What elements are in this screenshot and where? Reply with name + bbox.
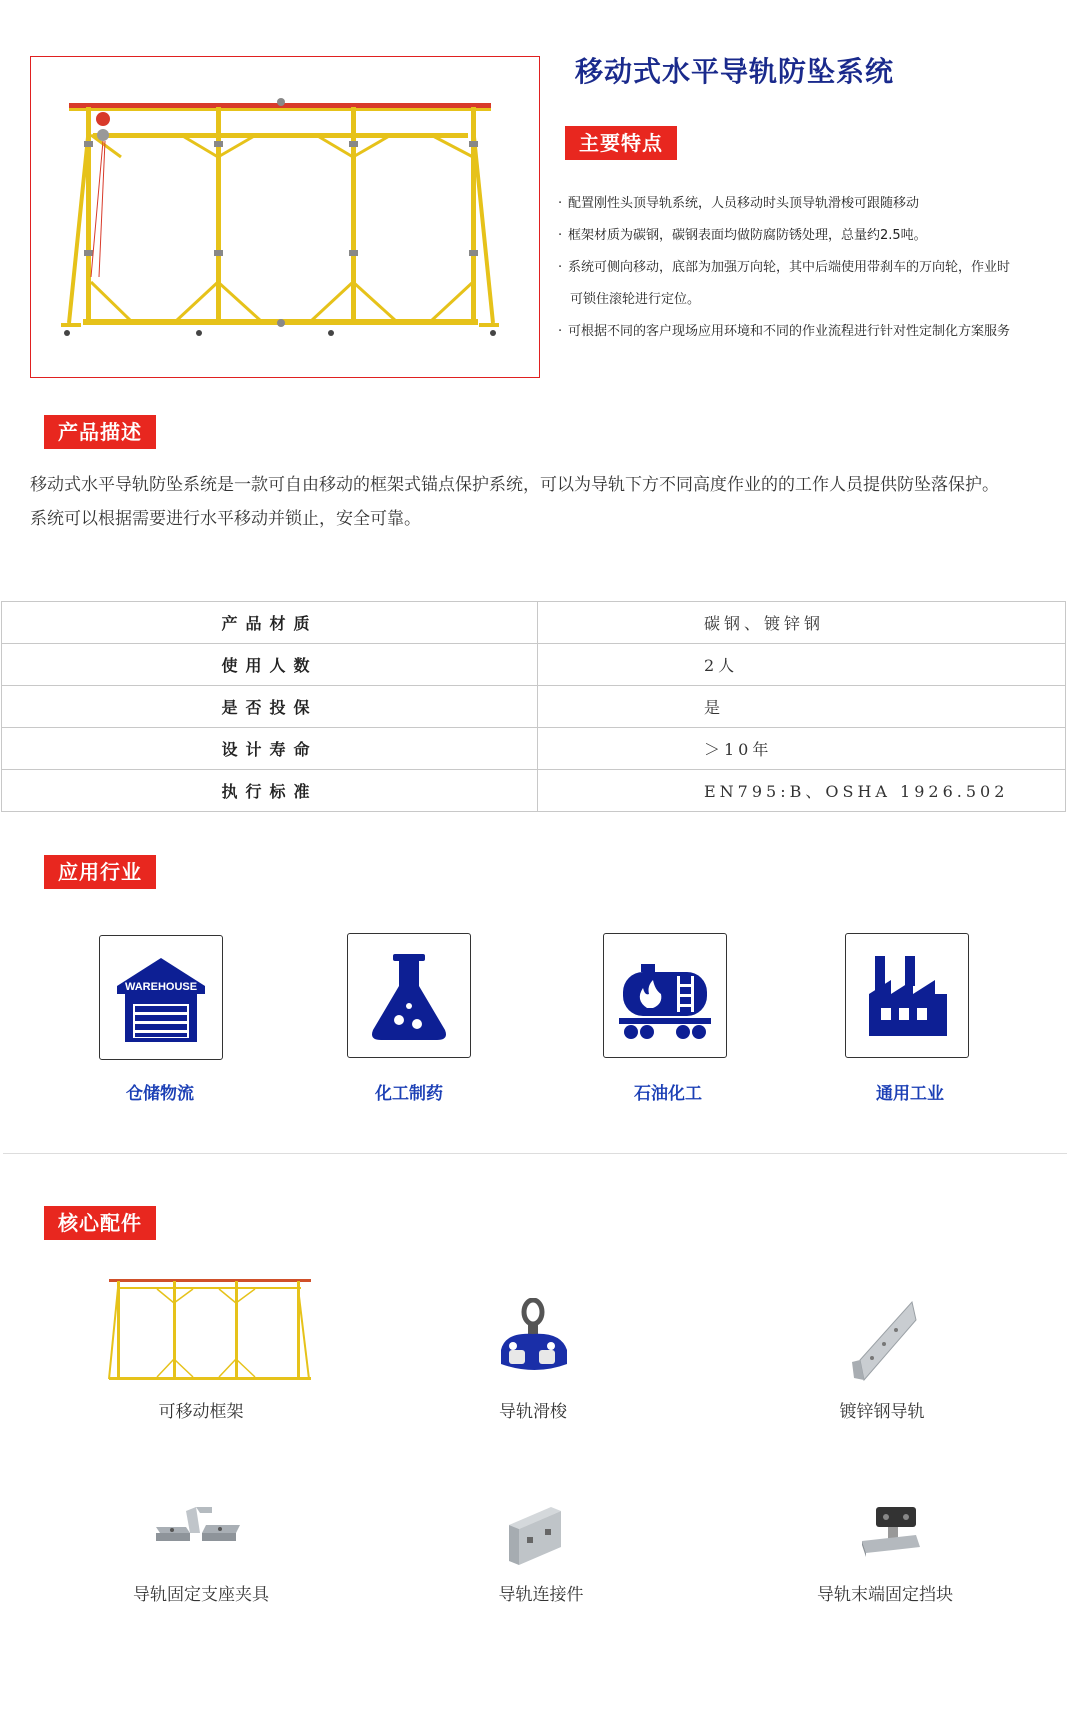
rail-bracket-clamp-icon: [150, 1503, 245, 1553]
description-line: 系统可以根据需要进行水平移动并锁止，安全可靠。: [30, 509, 421, 529]
table-row: [2, 728, 1066, 770]
feature-item-continued: 可锁住滚轮进行定位。: [570, 292, 701, 307]
part-label: 导轨固定支座夹具: [133, 1585, 269, 1605]
part-label: 镀锌钢导轨: [839, 1402, 925, 1422]
rail-connector-icon: [505, 1503, 565, 1568]
tank-car-icon: [615, 946, 715, 1046]
table-row: [2, 644, 1066, 686]
industry-label: 化工制药: [375, 1084, 443, 1104]
spec-key: 使用人数: [2, 644, 538, 686]
warehouse-icon-text: WAREHOUSE: [124, 980, 198, 993]
warehouse-icon: [111, 948, 211, 1048]
factory-icon: [857, 946, 957, 1046]
mobile-frame-illustration: [31, 57, 539, 377]
feature-item: · 系统可侧向移动，底部为加强万向轮，其中后端使用带刹车的万向轮，作业时: [558, 260, 1011, 275]
spec-key: 设计寿命: [2, 728, 538, 770]
table-row: [2, 686, 1066, 728]
description-line: 移动式水平导轨防坠系统是一款可自由移动的框架式锚点保护系统，可以为导轨下方不同高度作业的的工作人员提供防坠落保护。: [30, 475, 999, 495]
table-row: [2, 602, 1066, 644]
industries-heading: 应用行业: [44, 855, 156, 889]
industry-card-warehouse: [99, 935, 223, 1060]
rail-trolley-icon: [495, 1298, 575, 1383]
hero-image-frame: [30, 56, 540, 378]
spec-key: 产品材质: [2, 602, 538, 644]
steel-rail-icon: [850, 1300, 920, 1385]
spec-value: EN795:B、OSHA 1926.502: [538, 770, 1066, 812]
table-row: [2, 770, 1066, 812]
spec-value: ＞10年: [538, 728, 1066, 770]
features-heading: 主要特点: [565, 126, 677, 160]
description-text: [30, 468, 1060, 536]
spec-value: 是: [538, 686, 1066, 728]
part-label: 导轨末端固定挡块: [817, 1585, 953, 1605]
part-label: 导轨滑梭: [499, 1402, 567, 1422]
spec-table: [1, 601, 1066, 812]
spec-key: 执行标准: [2, 770, 538, 812]
feature-item: · 配置刚性头顶导轨系统，人员移动时头顶导轨滑梭可跟随移动: [558, 196, 920, 211]
industry-label: 仓储物流: [126, 1084, 194, 1104]
feature-item: · 可根据不同的客户现场应用环境和不同的作业流程进行针对性定制化方案服务: [558, 324, 1011, 339]
features-list: [558, 188, 1063, 348]
rail-end-stop-icon: [860, 1505, 925, 1560]
spec-value: 2人: [538, 644, 1066, 686]
part-label: 可移动框架: [158, 1402, 244, 1422]
industry-card-petrochemical: [603, 933, 727, 1058]
feature-item: · 框架材质为碳钢，碳钢表面均做防腐防锈处理，总量约2.5吨。: [558, 228, 927, 243]
part-label: 导轨连接件: [498, 1585, 584, 1605]
industry-card-general: [845, 933, 969, 1058]
flask-icon: [359, 946, 459, 1046]
mobile-frame-thumbnail: [105, 1273, 315, 1388]
spec-value: 碳钢、镀锌钢: [538, 602, 1066, 644]
product-title: 移动式水平导轨防坠系统: [575, 55, 895, 88]
industry-label: 石油化工: [634, 1084, 702, 1104]
spec-key: 是否投保: [2, 686, 538, 728]
section-divider: [3, 1153, 1067, 1154]
industry-label: 通用工业: [876, 1084, 944, 1104]
parts-heading: 核心配件: [44, 1206, 156, 1240]
industry-card-chemical: [347, 933, 471, 1058]
description-heading: 产品描述: [44, 415, 156, 449]
